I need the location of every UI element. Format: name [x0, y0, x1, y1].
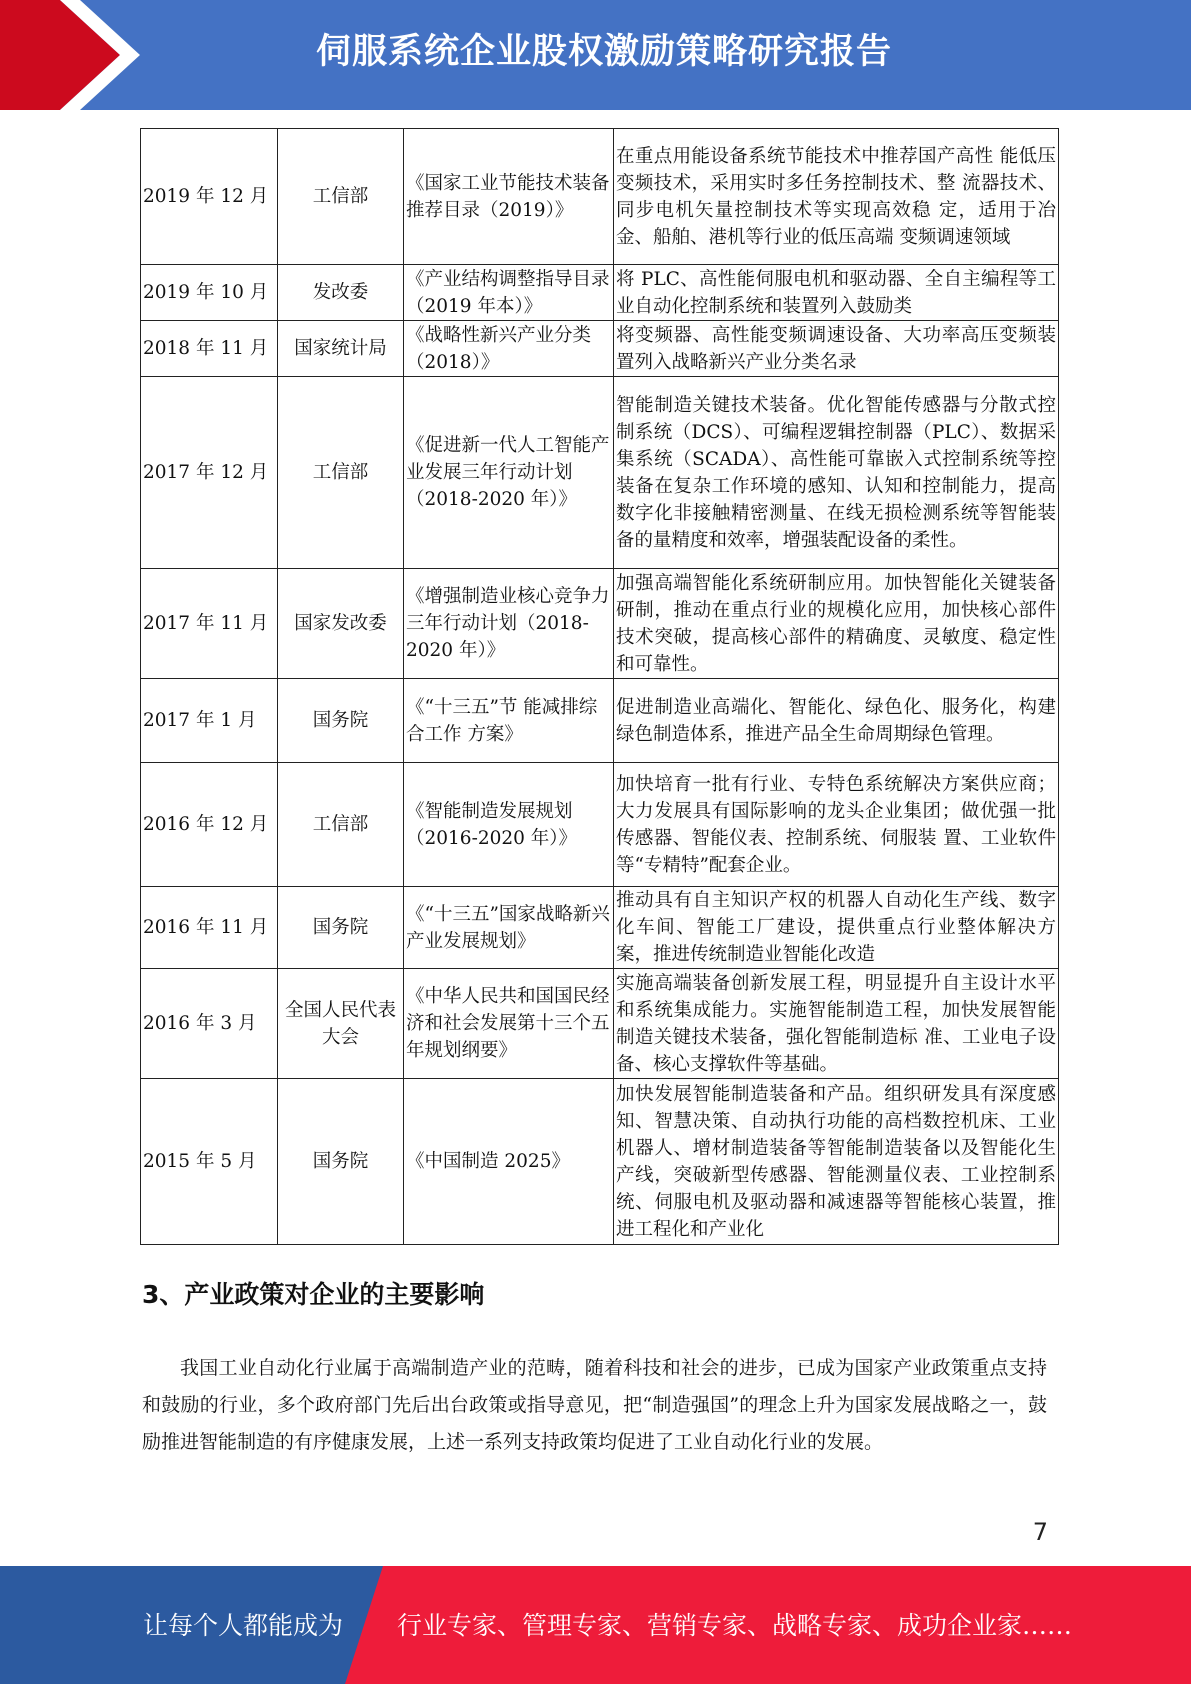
table-row	[141, 679, 1059, 763]
policy-content: 加快发展智能制造装备和产品。组织研发具有深度感知、智慧决策、自动执行功能的高档数控机床、工业机器人、增材制造装备等智能制造装备以及智能化生产线，突破新型传感器、智能测量仪表、工业控制系统、伺服电机及驱动器和减速器等智能核心装置，推进工程化和产业化	[614, 1079, 1059, 1245]
policy-document: 《智能制造发展规划（2016-2020 年）》	[404, 763, 614, 887]
policy-document: 《增强制造业核心竞争力三年行动计划（2018-2020 年）》	[404, 569, 614, 679]
page-header	[0, 0, 1191, 110]
footer-slogan-right: 行业专家、管理专家、营销专家、战略专家、成功企业家……	[397, 1611, 1073, 1640]
table-row	[141, 1079, 1059, 1245]
policy-date: 2017 年 11 月	[141, 569, 278, 679]
policy-document: 《国家工业节能技术装备推荐目录（2019）》	[404, 129, 614, 265]
policy-content: 促进制造业高端化、智能化、绿色化、服务化，构建绿色制造体系，推进产品全生命周期绿色管理。	[614, 679, 1059, 763]
header-arrow-decoration	[0, 0, 160, 110]
policy-document: 《中国制造 2025》	[404, 1079, 614, 1245]
policy-content: 智能制造关键技术装备。优化智能传感器与分散式控制系统（DCS）、可编程逻辑控制器（PLC）、数据采集系统（SCADA）、高性能可靠嵌入式控制系统等控装备在复杂工作环境的感知、认知和控制能力，提高数字化非接触精密测量、在线无损检测系统等智能装备的量精度和效率，增强装配设备的柔性。	[614, 377, 1059, 569]
policy-department: 国务院	[278, 887, 404, 969]
policy-document: 《“十三五”国家战略新兴产业发展规划》	[404, 887, 614, 969]
footer-slogan-left: 让每个人都能成为	[143, 1611, 344, 1640]
table-row	[141, 321, 1059, 377]
policy-department: 工信部	[278, 129, 404, 265]
policy-date: 2019 年 12 月	[141, 129, 278, 265]
report-title: 伺服系统企业股权激励策略研究报告	[316, 32, 893, 72]
policy-date: 2016 年 11 月	[141, 887, 278, 969]
policy-document: 《中华人民共和国国民经济和社会发展第十三个五年规划纲要》	[404, 969, 614, 1079]
policy-department: 国家统计局	[278, 321, 404, 377]
policy-date: 2016 年 3 月	[141, 969, 278, 1079]
policy-date: 2018 年 11 月	[141, 321, 278, 377]
policy-content: 将 PLC、高性能伺服电机和驱动器、全自主编程等工业自动化控制系统和装置列入鼓励类	[614, 265, 1059, 321]
page-footer	[0, 1566, 1191, 1684]
policy-content: 推动具有自主知识产权的机器人自动化生产线、数字化车间、智能工厂建设，提供重点行业整体解决方案，推进传统制造业智能化改造	[614, 887, 1059, 969]
policy-document: 《促进新一代人工智能产业发展三年行动计划（2018-2020 年）》	[404, 377, 614, 569]
table-row	[141, 763, 1059, 887]
policy-department: 全国人民代表大会	[278, 969, 404, 1079]
policy-department: 国家发改委	[278, 569, 404, 679]
policy-date: 2019 年 10 月	[141, 265, 278, 321]
section-heading: 3、产业政策对企业的主要影响	[142, 1280, 485, 1309]
policy-department: 国务院	[278, 1079, 404, 1245]
policy-department: 工信部	[278, 763, 404, 887]
table-row	[141, 887, 1059, 969]
section-paragraph: 我国工业自动化行业属于高端制造产业的范畴，随着科技和社会的进步，已成为国家产业政策重点支持和鼓励的行业，多个政府部门先后出台政策或指导意见，把“制造强国”的理念上升为国家发展战略之一，鼓励推进智能制造的有序健康发展，上述一系列支持政策均促进了工业自动化行业的发展。	[142, 1357, 1047, 1453]
policy-document: 《产业结构调整指导目录（2019 年本）》	[404, 265, 614, 321]
page-number: 7	[1032, 1518, 1048, 1546]
policy-department: 工信部	[278, 377, 404, 569]
policy-table	[140, 128, 1059, 1245]
policy-department: 发改委	[278, 265, 404, 321]
policy-date: 2017 年 12 月	[141, 377, 278, 569]
table-row	[141, 377, 1059, 569]
table-row	[141, 129, 1059, 265]
table-row	[141, 569, 1059, 679]
table-row	[141, 969, 1059, 1079]
table-row	[141, 265, 1059, 321]
policy-date: 2016 年 12 月	[141, 763, 278, 887]
policy-date: 2015 年 5 月	[141, 1079, 278, 1245]
policy-document: 《“十三五”节 能减排综合工作 方案》	[404, 679, 614, 763]
policy-document: 《战略性新兴产业分类（2018）》	[404, 321, 614, 377]
policy-content: 在重点用能设备系统节能技术中推荐国产高性 能低压变频技术，采用实时多任务控制技术、整 流器技术、同步电机矢量控制技术等实现高效稳 定，适用于冶金、船舶、港机等行业的低压高端 变频调速领域	[614, 129, 1059, 265]
policy-content: 加快培育一批有行业、专特色系统解决方案供应商；大力发展具有国际影响的龙头企业集团；做优强一批传感器、智能仪表、控制系统、伺服装 置、工业软件等“专精特”配套企业。	[614, 763, 1059, 887]
policy-content: 将变频器、高性能变频调速设备、大功率高压变频装置列入战略新兴产业分类名录	[614, 321, 1059, 377]
policy-content: 加强高端智能化系统研制应用。加快智能化关键装备研制，推动在重点行业的规模化应用，加快核心部件技术突破，提高核心部件的精确度、灵敏度、稳定性和可靠性。	[614, 569, 1059, 679]
policy-department: 国务院	[278, 679, 404, 763]
policy-date: 2017 年 1 月	[141, 679, 278, 763]
policy-content: 实施高端装备创新发展工程，明显提升自主设计水平和系统集成能力。实施智能制造工程，加快发展智能制造关键技术装备，强化智能制造标 准、工业电子设备、核心支撑软件等基础。	[614, 969, 1059, 1079]
